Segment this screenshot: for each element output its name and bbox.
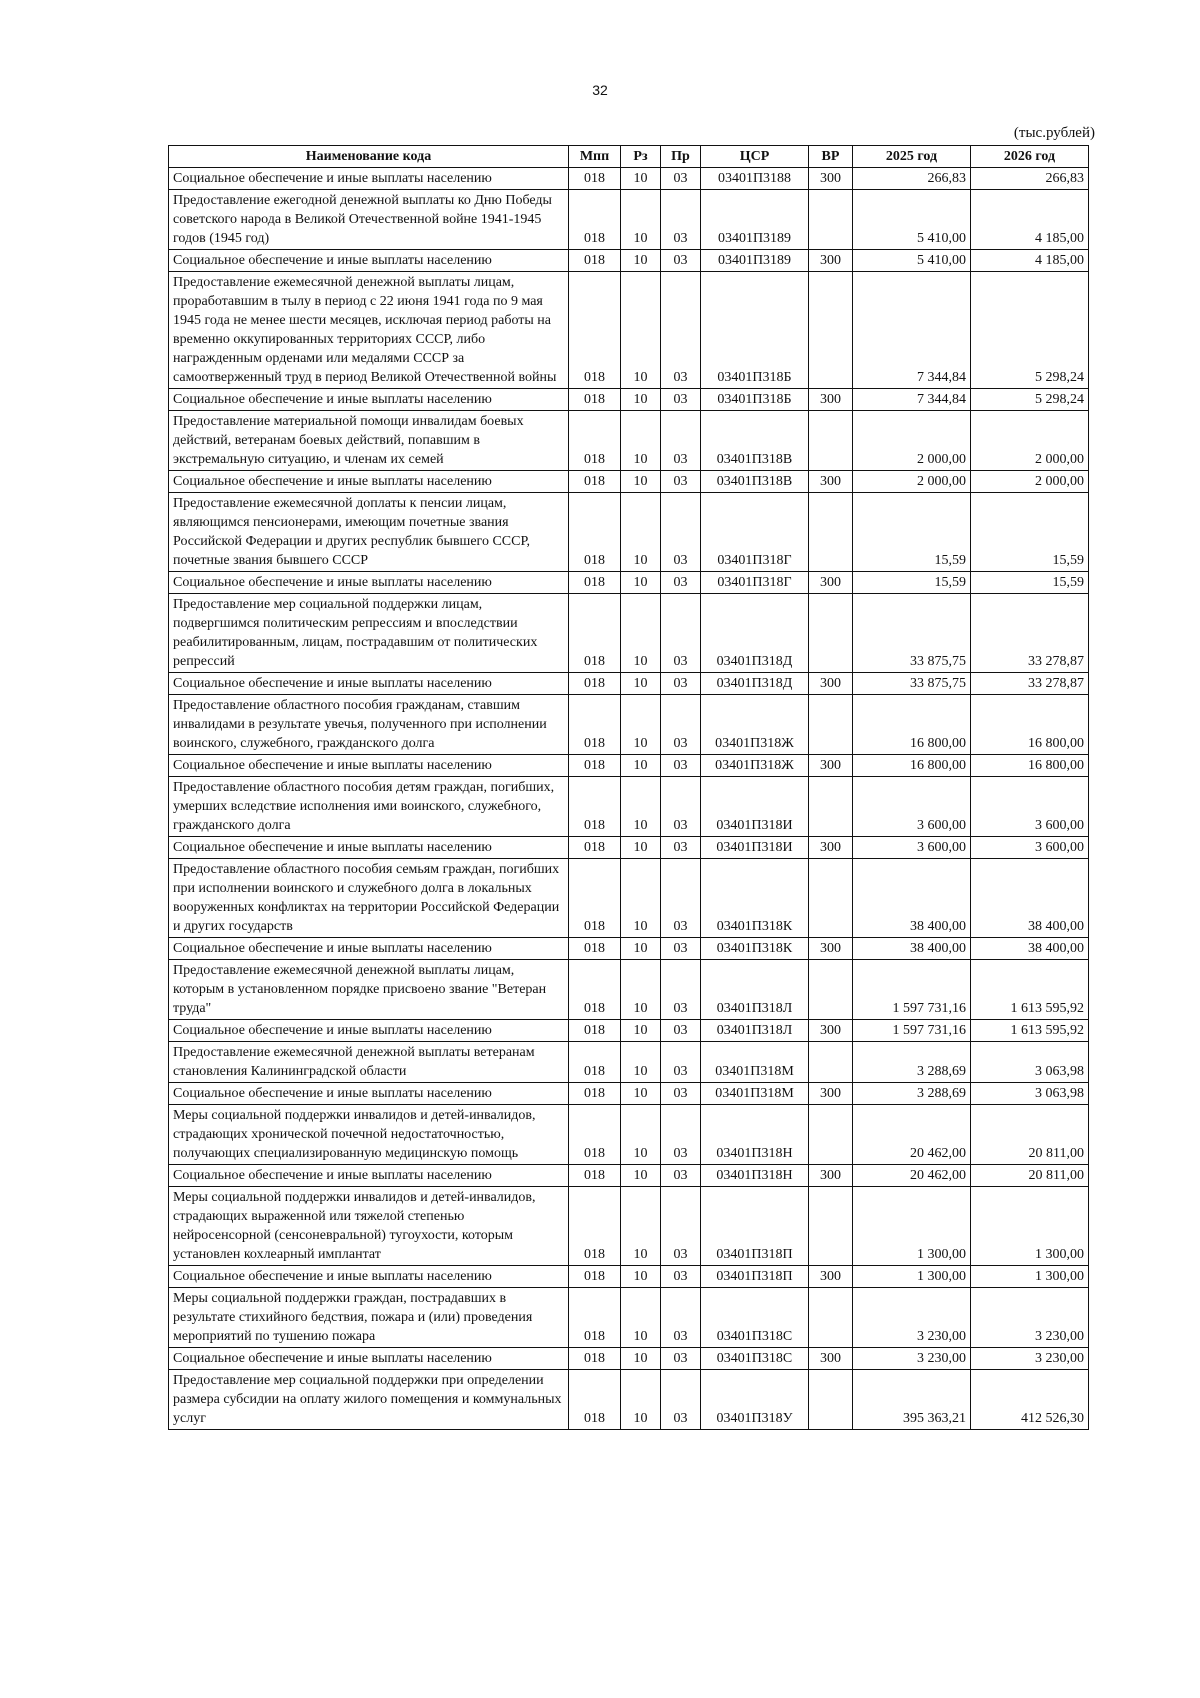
cell-pr: 03 xyxy=(661,1020,701,1042)
cell-mpp: 018 xyxy=(569,938,621,960)
cell-csr: 03401П318Ж xyxy=(701,695,809,755)
cell-2026: 16 800,00 xyxy=(971,755,1089,777)
cell-rz: 10 xyxy=(621,389,661,411)
cell-name: Предоставление мер социальной поддержки при определении размера субсидии на оплату жилого помещения и коммунальных услуг xyxy=(169,1370,569,1430)
cell-csr: 03401П318С xyxy=(701,1288,809,1348)
cell-vr xyxy=(809,272,853,389)
cell-2026: 3 600,00 xyxy=(971,837,1089,859)
cell-pr: 03 xyxy=(661,250,701,272)
cell-csr: 03401П318П xyxy=(701,1187,809,1266)
cell-2025: 20 462,00 xyxy=(853,1165,971,1187)
table-row xyxy=(169,1187,1089,1266)
table-row xyxy=(169,572,1089,594)
cell-name: Социальное обеспечение и иные выплаты населению xyxy=(169,673,569,695)
cell-rz: 10 xyxy=(621,755,661,777)
table-row xyxy=(169,1105,1089,1165)
cell-2026: 3 600,00 xyxy=(971,777,1089,837)
table-row xyxy=(169,1020,1089,1042)
cell-2025: 7 344,84 xyxy=(853,272,971,389)
cell-mpp: 018 xyxy=(569,960,621,1020)
cell-mpp: 018 xyxy=(569,777,621,837)
cell-name: Социальное обеспечение и иные выплаты населению xyxy=(169,168,569,190)
table-row xyxy=(169,695,1089,755)
cell-rz: 10 xyxy=(621,1370,661,1430)
cell-mpp: 018 xyxy=(569,1348,621,1370)
cell-2025: 15,59 xyxy=(853,493,971,572)
cell-rz: 10 xyxy=(621,1105,661,1165)
cell-name: Социальное обеспечение и иные выплаты населению xyxy=(169,572,569,594)
cell-name: Социальное обеспечение и иные выплаты населению xyxy=(169,471,569,493)
cell-2025: 1 300,00 xyxy=(853,1266,971,1288)
header-vr: ВР xyxy=(809,146,853,168)
cell-csr: 03401П318Л xyxy=(701,960,809,1020)
table-row xyxy=(169,493,1089,572)
cell-2026: 2 000,00 xyxy=(971,411,1089,471)
cell-csr: 03401П318В xyxy=(701,411,809,471)
cell-pr: 03 xyxy=(661,493,701,572)
cell-rz: 10 xyxy=(621,594,661,673)
cell-csr: 03401П318Ж xyxy=(701,755,809,777)
cell-mpp: 018 xyxy=(569,250,621,272)
cell-2025: 38 400,00 xyxy=(853,938,971,960)
cell-name: Социальное обеспечение и иные выплаты населению xyxy=(169,755,569,777)
cell-2025: 16 800,00 xyxy=(853,695,971,755)
cell-pr: 03 xyxy=(661,1370,701,1430)
cell-2025: 3 600,00 xyxy=(853,837,971,859)
cell-vr: 300 xyxy=(809,168,853,190)
cell-csr: 03401П318В xyxy=(701,471,809,493)
cell-2025: 33 875,75 xyxy=(853,594,971,673)
cell-name: Социальное обеспечение и иные выплаты населению xyxy=(169,1348,569,1370)
cell-mpp: 018 xyxy=(569,190,621,250)
cell-2026: 3 063,98 xyxy=(971,1042,1089,1083)
cell-name: Социальное обеспечение и иные выплаты населению xyxy=(169,1083,569,1105)
table-row xyxy=(169,673,1089,695)
table-body xyxy=(169,168,1089,1430)
cell-vr: 300 xyxy=(809,755,853,777)
cell-vr: 300 xyxy=(809,572,853,594)
table-row xyxy=(169,1348,1089,1370)
cell-rz: 10 xyxy=(621,960,661,1020)
cell-rz: 10 xyxy=(621,1020,661,1042)
cell-csr: 03401П318Д xyxy=(701,594,809,673)
cell-vr xyxy=(809,190,853,250)
cell-mpp: 018 xyxy=(569,755,621,777)
table-row xyxy=(169,938,1089,960)
cell-csr: 03401П318С xyxy=(701,1348,809,1370)
cell-vr: 300 xyxy=(809,1083,853,1105)
cell-vr xyxy=(809,1288,853,1348)
cell-name: Меры социальной поддержки граждан, пострадавших в результате стихийного бедствия, пожара и (или) проведения мероприятий по тушению пожара xyxy=(169,1288,569,1348)
cell-csr: 03401П318К xyxy=(701,859,809,938)
units-label: (тыс.рублей) xyxy=(1013,125,1095,141)
cell-2025: 3 230,00 xyxy=(853,1348,971,1370)
cell-mpp: 018 xyxy=(569,471,621,493)
cell-name: Социальное обеспечение и иные выплаты населению xyxy=(169,938,569,960)
cell-2026: 15,59 xyxy=(971,572,1089,594)
table-row xyxy=(169,272,1089,389)
table-row xyxy=(169,471,1089,493)
table-row xyxy=(169,777,1089,837)
cell-rz: 10 xyxy=(621,1042,661,1083)
cell-csr: 03401П318Л xyxy=(701,1020,809,1042)
cell-vr xyxy=(809,1370,853,1430)
cell-2026: 20 811,00 xyxy=(971,1165,1089,1187)
cell-name: Меры социальной поддержки инвалидов и детей-инвалидов, страдающих выраженной или тяжелой степенью нейросенсорной (сенсоневральной) тугоухости, которым установлен кохлеарный имплантат xyxy=(169,1187,569,1266)
cell-pr: 03 xyxy=(661,837,701,859)
cell-rz: 10 xyxy=(621,837,661,859)
cell-mpp: 018 xyxy=(569,389,621,411)
cell-2026: 1 300,00 xyxy=(971,1187,1089,1266)
cell-mpp: 018 xyxy=(569,1370,621,1430)
cell-vr xyxy=(809,411,853,471)
table-row xyxy=(169,389,1089,411)
cell-csr: 03401П318П xyxy=(701,1266,809,1288)
cell-mpp: 018 xyxy=(569,594,621,673)
cell-rz: 10 xyxy=(621,190,661,250)
budget-table xyxy=(168,145,1089,1430)
cell-csr: 03401П3189 xyxy=(701,190,809,250)
cell-vr: 300 xyxy=(809,1020,853,1042)
cell-vr: 300 xyxy=(809,837,853,859)
cell-vr: 300 xyxy=(809,1165,853,1187)
cell-rz: 10 xyxy=(621,493,661,572)
cell-pr: 03 xyxy=(661,471,701,493)
cell-2026: 412 526,30 xyxy=(971,1370,1089,1430)
cell-2025: 33 875,75 xyxy=(853,673,971,695)
table-header-row xyxy=(169,146,1089,168)
cell-2026: 3 230,00 xyxy=(971,1288,1089,1348)
cell-mpp: 018 xyxy=(569,411,621,471)
cell-rz: 10 xyxy=(621,1348,661,1370)
cell-2025: 3 230,00 xyxy=(853,1288,971,1348)
cell-csr: 03401П318М xyxy=(701,1083,809,1105)
cell-2026: 3 230,00 xyxy=(971,1348,1089,1370)
cell-vr xyxy=(809,594,853,673)
header-2025: 2025 год xyxy=(853,146,971,168)
cell-name: Предоставление ежемесячной денежной выплаты ветеранам становления Калининградской области xyxy=(169,1042,569,1083)
cell-pr: 03 xyxy=(661,168,701,190)
cell-mpp: 018 xyxy=(569,168,621,190)
cell-csr: 03401П318И xyxy=(701,837,809,859)
cell-pr: 03 xyxy=(661,859,701,938)
cell-2026: 38 400,00 xyxy=(971,938,1089,960)
cell-mpp: 018 xyxy=(569,1042,621,1083)
table-row xyxy=(169,168,1089,190)
table-row xyxy=(169,755,1089,777)
header-2026: 2026 год xyxy=(971,146,1089,168)
cell-name: Предоставление областного пособия гражданам, ставшим инвалидами в результате увечья, полученного при исполнении воинского, служебного, гражданского долга xyxy=(169,695,569,755)
cell-pr: 03 xyxy=(661,594,701,673)
cell-pr: 03 xyxy=(661,1105,701,1165)
cell-2025: 2 000,00 xyxy=(853,471,971,493)
cell-vr xyxy=(809,859,853,938)
cell-mpp: 018 xyxy=(569,272,621,389)
table-row xyxy=(169,1266,1089,1288)
cell-vr: 300 xyxy=(809,673,853,695)
cell-rz: 10 xyxy=(621,411,661,471)
cell-name: Предоставление ежемесячной денежной выплаты лицам, проработавшим в тылу в период с 22 июня 1941 года по 9 мая 1945 года не менее шести месяцев, исключая период работы на временно оккупированных территориях СССР, либо награжденным орденами или медалями СССР за самоотверженный труд в период Великой Отечественной войны xyxy=(169,272,569,389)
cell-vr xyxy=(809,1042,853,1083)
table-row xyxy=(169,1083,1089,1105)
cell-2026: 1 613 595,92 xyxy=(971,960,1089,1020)
cell-mpp: 018 xyxy=(569,673,621,695)
cell-2025: 3 600,00 xyxy=(853,777,971,837)
cell-2025: 7 344,84 xyxy=(853,389,971,411)
cell-name: Предоставление мер социальной поддержки лицам, подвергшимся политическим репрессиям и впоследствии реабилитированным, лицам, пострадавшим от политических репрессий xyxy=(169,594,569,673)
table-row xyxy=(169,594,1089,673)
cell-pr: 03 xyxy=(661,389,701,411)
cell-mpp: 018 xyxy=(569,1266,621,1288)
cell-2025: 1 597 731,16 xyxy=(853,960,971,1020)
cell-rz: 10 xyxy=(621,938,661,960)
cell-rz: 10 xyxy=(621,250,661,272)
cell-name: Меры социальной поддержки инвалидов и детей-инвалидов, страдающих хронической почечной недостаточностью, получающих специализированную медицинскую помощь xyxy=(169,1105,569,1165)
cell-csr: 03401П318Н xyxy=(701,1105,809,1165)
cell-name: Социальное обеспечение и иные выплаты населению xyxy=(169,1266,569,1288)
cell-pr: 03 xyxy=(661,695,701,755)
cell-name: Социальное обеспечение и иные выплаты населению xyxy=(169,250,569,272)
cell-name: Предоставление ежегодной денежной выплаты ко Дню Победы советского народа в Великой Отечественной войне 1941-1945 годов (1945 год) xyxy=(169,190,569,250)
cell-name: Предоставление областного пособия детям граждан, погибших, умерших вследствие исполнения ими воинского, служебного, гражданского долга xyxy=(169,777,569,837)
cell-pr: 03 xyxy=(661,1348,701,1370)
cell-rz: 10 xyxy=(621,1083,661,1105)
cell-pr: 03 xyxy=(661,755,701,777)
cell-pr: 03 xyxy=(661,272,701,389)
cell-rz: 10 xyxy=(621,272,661,389)
cell-pr: 03 xyxy=(661,1187,701,1266)
cell-name: Предоставление областного пособия семьям граждан, погибших при исполнении воинского и служебного долга в локальных вооруженных конфликтах на территории Российской Федерации и других государств xyxy=(169,859,569,938)
cell-rz: 10 xyxy=(621,777,661,837)
header-pr: Пр xyxy=(661,146,701,168)
cell-mpp: 018 xyxy=(569,1020,621,1042)
cell-csr: 03401П318Б xyxy=(701,272,809,389)
cell-pr: 03 xyxy=(661,1042,701,1083)
cell-mpp: 018 xyxy=(569,859,621,938)
cell-rz: 10 xyxy=(621,1266,661,1288)
cell-2025: 16 800,00 xyxy=(853,755,971,777)
cell-2026: 33 278,87 xyxy=(971,594,1089,673)
cell-rz: 10 xyxy=(621,859,661,938)
cell-2025: 15,59 xyxy=(853,572,971,594)
cell-csr: 03401П318Б xyxy=(701,389,809,411)
cell-pr: 03 xyxy=(661,1288,701,1348)
cell-pr: 03 xyxy=(661,938,701,960)
cell-mpp: 018 xyxy=(569,837,621,859)
cell-vr: 300 xyxy=(809,1266,853,1288)
cell-2025: 2 000,00 xyxy=(853,411,971,471)
cell-2026: 38 400,00 xyxy=(971,859,1089,938)
cell-2025: 266,83 xyxy=(853,168,971,190)
cell-pr: 03 xyxy=(661,411,701,471)
cell-2025: 395 363,21 xyxy=(853,1370,971,1430)
cell-pr: 03 xyxy=(661,1083,701,1105)
cell-name: Социальное обеспечение и иные выплаты населению xyxy=(169,837,569,859)
cell-name: Социальное обеспечение и иные выплаты населению xyxy=(169,389,569,411)
cell-2026: 5 298,24 xyxy=(971,272,1089,389)
table-row xyxy=(169,1288,1089,1348)
cell-2026: 33 278,87 xyxy=(971,673,1089,695)
cell-vr: 300 xyxy=(809,471,853,493)
cell-csr: 03401П318Г xyxy=(701,493,809,572)
cell-pr: 03 xyxy=(661,673,701,695)
cell-vr xyxy=(809,1105,853,1165)
cell-vr xyxy=(809,960,853,1020)
table-row xyxy=(169,1042,1089,1083)
table-row xyxy=(169,190,1089,250)
cell-2026: 2 000,00 xyxy=(971,471,1089,493)
cell-rz: 10 xyxy=(621,695,661,755)
cell-csr: 03401П318Д xyxy=(701,673,809,695)
cell-rz: 10 xyxy=(621,572,661,594)
cell-2026: 4 185,00 xyxy=(971,250,1089,272)
cell-vr xyxy=(809,493,853,572)
cell-2025: 20 462,00 xyxy=(853,1105,971,1165)
cell-csr: 03401П3188 xyxy=(701,168,809,190)
cell-rz: 10 xyxy=(621,1165,661,1187)
cell-mpp: 018 xyxy=(569,1288,621,1348)
cell-vr: 300 xyxy=(809,1348,853,1370)
cell-csr: 03401П318К xyxy=(701,938,809,960)
cell-vr: 300 xyxy=(809,938,853,960)
cell-rz: 10 xyxy=(621,1288,661,1348)
cell-2025: 1 300,00 xyxy=(853,1187,971,1266)
table-row xyxy=(169,1165,1089,1187)
cell-name: Социальное обеспечение и иные выплаты населению xyxy=(169,1020,569,1042)
cell-2026: 5 298,24 xyxy=(971,389,1089,411)
cell-2026: 266,83 xyxy=(971,168,1089,190)
cell-mpp: 018 xyxy=(569,493,621,572)
cell-2025: 38 400,00 xyxy=(853,859,971,938)
cell-2025: 1 597 731,16 xyxy=(853,1020,971,1042)
cell-name: Социальное обеспечение и иные выплаты населению xyxy=(169,1165,569,1187)
table-row xyxy=(169,837,1089,859)
cell-pr: 03 xyxy=(661,960,701,1020)
table-row xyxy=(169,250,1089,272)
cell-2026: 20 811,00 xyxy=(971,1105,1089,1165)
table-row xyxy=(169,1370,1089,1430)
table-row xyxy=(169,960,1089,1020)
cell-name: Предоставление ежемесячной доплаты к пенсии лицам, являющимся пенсионерами, имеющим почетные звания Российской Федерации и других республик бывшего СССР, почетные звания бывшего СССР xyxy=(169,493,569,572)
cell-pr: 03 xyxy=(661,777,701,837)
cell-rz: 10 xyxy=(621,168,661,190)
cell-name: Предоставление материальной помощи инвалидам боевых действий, ветеранам боевых действий, попавшим в экстремальную ситуацию, и членам их семей xyxy=(169,411,569,471)
page-number: 32 xyxy=(592,82,608,98)
cell-2026: 3 063,98 xyxy=(971,1083,1089,1105)
cell-vr xyxy=(809,777,853,837)
cell-2026: 1 613 595,92 xyxy=(971,1020,1089,1042)
cell-csr: 03401П318У xyxy=(701,1370,809,1430)
cell-vr xyxy=(809,695,853,755)
cell-name: Предоставление ежемесячной денежной выплаты лицам, которым в установленном порядке присвоено звание "Ветеран труда" xyxy=(169,960,569,1020)
cell-2025: 3 288,69 xyxy=(853,1083,971,1105)
cell-mpp: 018 xyxy=(569,1083,621,1105)
cell-mpp: 018 xyxy=(569,1105,621,1165)
cell-pr: 03 xyxy=(661,190,701,250)
header-name: Наименование кода xyxy=(169,146,569,168)
table-row xyxy=(169,411,1089,471)
cell-csr: 03401П318Н xyxy=(701,1165,809,1187)
cell-csr: 03401П318И xyxy=(701,777,809,837)
cell-mpp: 018 xyxy=(569,695,621,755)
cell-rz: 10 xyxy=(621,471,661,493)
cell-2026: 16 800,00 xyxy=(971,695,1089,755)
cell-2025: 5 410,00 xyxy=(853,250,971,272)
cell-pr: 03 xyxy=(661,1165,701,1187)
cell-csr: 03401П3189 xyxy=(701,250,809,272)
cell-2026: 1 300,00 xyxy=(971,1266,1089,1288)
table-row xyxy=(169,859,1089,938)
cell-2026: 4 185,00 xyxy=(971,190,1089,250)
cell-rz: 10 xyxy=(621,1187,661,1266)
header-mpp: Мпп xyxy=(569,146,621,168)
cell-2025: 5 410,00 xyxy=(853,190,971,250)
cell-vr xyxy=(809,1187,853,1266)
cell-pr: 03 xyxy=(661,1266,701,1288)
cell-pr: 03 xyxy=(661,572,701,594)
header-rz: Рз xyxy=(621,146,661,168)
header-csr: ЦСР xyxy=(701,146,809,168)
cell-mpp: 018 xyxy=(569,1165,621,1187)
cell-2025: 3 288,69 xyxy=(853,1042,971,1083)
cell-csr: 03401П318М xyxy=(701,1042,809,1083)
cell-vr: 300 xyxy=(809,389,853,411)
cell-rz: 10 xyxy=(621,673,661,695)
cell-mpp: 018 xyxy=(569,572,621,594)
cell-2026: 15,59 xyxy=(971,493,1089,572)
cell-mpp: 018 xyxy=(569,1187,621,1266)
cell-vr: 300 xyxy=(809,250,853,272)
cell-csr: 03401П318Г xyxy=(701,572,809,594)
